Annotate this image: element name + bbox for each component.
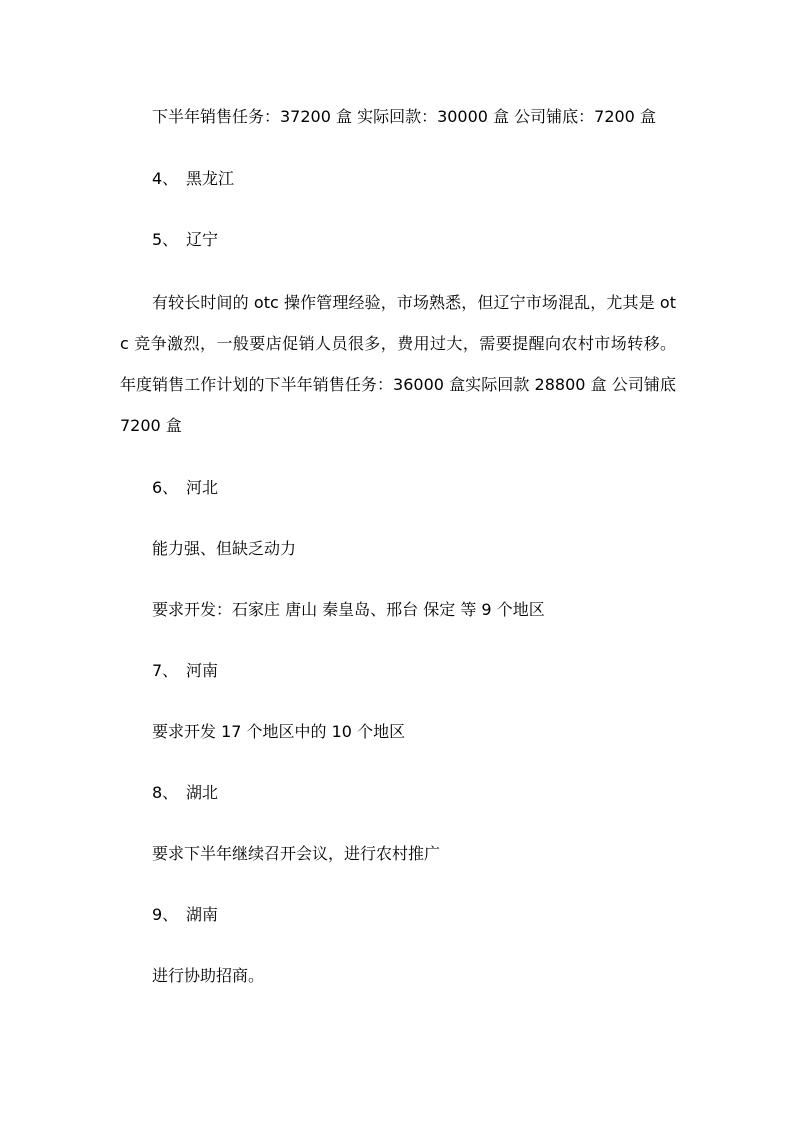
heading-text: 辽宁 — [186, 230, 219, 249]
heading-heilongjiang — [152, 169, 712, 189]
heading-text: 河南 — [186, 661, 219, 680]
heading-henan — [152, 661, 712, 681]
sales-task-line: 下半年销售任务：37200 盒 实际回款：30000 盒 公司铺底：7200 盒 — [152, 107, 656, 126]
hebei-development-line: 要求开发：石家庄 唐山 秦皇岛、邢台 保定 等 9 个地区 — [152, 600, 545, 619]
heading-hubei — [152, 783, 712, 803]
heading-liaoning — [152, 230, 712, 250]
heading-number: 6、 — [152, 478, 179, 497]
liaoning-paragraph: 有较长时间的 otc 操作管理经验，市场熟悉，但辽宁市场混乱，尤其是 otc 竞争激烈，一般要店促销人员很多，费用过大，需要提醒向农村市场转移。年度销售工作计划的下半年销售任务：36000 盒实际回款 28800 盒 公司铺底 7200 盒 — [120, 293, 676, 435]
heading-number: 5、 — [152, 230, 179, 249]
hunan-recruitment-line: 进行协助招商。 — [152, 966, 265, 985]
heading-hunan — [152, 905, 712, 925]
heading-number: 9、 — [152, 905, 179, 924]
heading-number: 4、 — [152, 169, 179, 188]
heading-text: 黑龙江 — [186, 169, 235, 188]
heading-hebei — [152, 478, 712, 498]
hubei-meeting-line: 要求下半年继续召开会议，进行农村推广 — [152, 844, 441, 863]
heading-text: 湖北 — [186, 783, 219, 802]
heading-text: 河北 — [186, 478, 219, 497]
hebei-ability-line: 能力强、但缺乏动力 — [152, 539, 297, 558]
heading-number: 8、 — [152, 783, 179, 802]
henan-development-line: 要求开发 17 个地区中的 10 个地区 — [152, 722, 406, 741]
heading-number: 7、 — [152, 661, 179, 680]
heading-text: 湖南 — [186, 905, 219, 924]
